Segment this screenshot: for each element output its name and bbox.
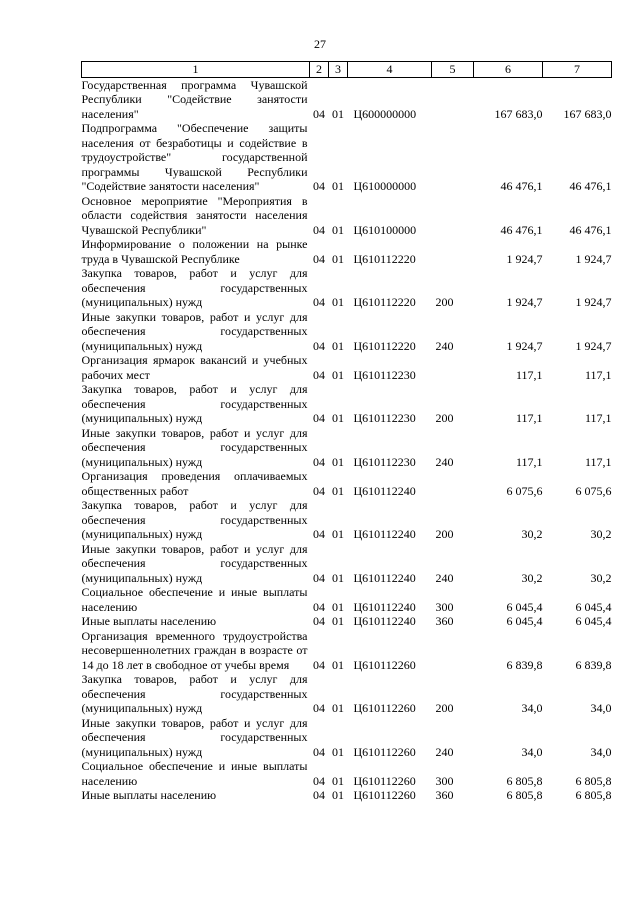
row-amount-1: 46 476,1 xyxy=(500,222,543,237)
row-subsection: 01 xyxy=(332,614,344,628)
row-amount-1: 6 045,4 xyxy=(506,614,543,628)
row-amount-2: 117,1 xyxy=(584,367,612,382)
row-target-article: Ц610112230 xyxy=(353,367,416,382)
row-subsection: 01 xyxy=(332,788,344,802)
row-amount-1: 34,0 xyxy=(521,744,543,759)
row-subsection: 01 xyxy=(332,483,344,498)
row-subsection: 01 xyxy=(332,570,344,585)
row-amount-2: 34,0 xyxy=(590,701,612,715)
row-name: Государственная программа Чувашской Республики "Содействие занятости населения" xyxy=(81,77,308,121)
row-amount-1: 1 924,7 xyxy=(506,251,543,266)
table-row xyxy=(82,237,612,266)
row-section: 04 xyxy=(313,570,325,585)
table-row xyxy=(82,469,612,498)
row-target-article: Ц610112230 xyxy=(353,411,416,425)
row-amount-1: 6 805,8 xyxy=(506,788,543,802)
row-target-article: Ц600000000 xyxy=(353,106,417,121)
row-target-article: Ц610000000 xyxy=(353,179,417,193)
row-amount-1: 1 924,7 xyxy=(506,338,543,353)
row-amount-1: 6 045,4 xyxy=(506,599,543,614)
row-subsection: 01 xyxy=(332,222,344,237)
col-header-6: 6 xyxy=(474,62,543,78)
row-amount-1: 6 839,8 xyxy=(506,657,543,672)
row-amount-2: 6 045,4 xyxy=(575,614,612,628)
table-row xyxy=(82,310,612,354)
row-expense-type: 360 xyxy=(435,614,454,628)
row-name: Закупка товаров, работ и услуг для обеспечения государственных (муниципальных) нужд xyxy=(81,498,308,541)
table-row xyxy=(82,266,612,310)
row-section: 04 xyxy=(313,454,325,469)
row-amount-1: 117,1 xyxy=(515,411,543,425)
row-name: Иные выплаты населению xyxy=(81,788,217,802)
row-subsection: 01 xyxy=(332,179,344,193)
row-subsection: 01 xyxy=(332,599,344,614)
row-amount-1: 6 075,6 xyxy=(506,483,543,498)
row-subsection: 01 xyxy=(332,744,344,759)
table-row xyxy=(82,716,612,760)
row-amount-2: 1 924,7 xyxy=(575,295,612,309)
row-expense-type: 200 xyxy=(435,527,454,541)
row-name: Иные закупки товаров, работ и услуг для обеспечения государственных (муниципальных) нужд xyxy=(81,541,308,585)
row-section: 04 xyxy=(313,106,325,121)
row-amount-1: 30,2 xyxy=(521,527,543,541)
row-amount-2: 6 045,4 xyxy=(575,599,612,614)
row-amount-2: 30,2 xyxy=(590,570,612,585)
row-amount-2: 34,0 xyxy=(590,744,612,759)
row-target-article: Ц610112230 xyxy=(353,454,416,469)
row-amount-2: 167 683,0 xyxy=(563,106,612,121)
row-expense-type: 200 xyxy=(435,411,454,425)
row-target-article: Ц610112240 xyxy=(353,527,416,541)
row-expense-type: 300 xyxy=(435,773,454,788)
row-name: Социальное обеспечение и иные выплаты населению xyxy=(81,759,308,788)
row-expense-type xyxy=(432,194,474,238)
row-expense-type: 200 xyxy=(435,701,454,715)
row-expense-type: 240 xyxy=(435,570,454,585)
row-name: Организация временного трудоустройства несовершеннолетних граждан в возрасте от 14 до 18 лет в свободное от учебы время xyxy=(81,628,308,672)
row-section: 04 xyxy=(313,483,325,498)
row-name: Подпрограмма "Обеспечение защиты населения от безработицы и содействие в трудоустройстве" государственной программы Чувашской Республики "Содействие занятости населения" xyxy=(81,121,308,193)
row-section: 04 xyxy=(313,744,325,759)
row-amount-2: 46 476,1 xyxy=(569,222,612,237)
row-expense-type xyxy=(432,237,474,266)
row-subsection: 01 xyxy=(332,295,344,309)
col-header-1: 1 xyxy=(82,62,310,78)
table-row xyxy=(82,672,612,716)
row-section: 04 xyxy=(313,367,325,382)
row-subsection: 01 xyxy=(332,701,344,715)
row-name: Закупка товаров, работ и услуг для обеспечения государственных (муниципальных) нужд xyxy=(81,672,308,715)
row-section: 04 xyxy=(313,657,325,672)
row-section: 04 xyxy=(313,788,325,802)
row-subsection: 01 xyxy=(332,773,344,788)
row-amount-2: 6 805,8 xyxy=(575,788,612,802)
row-section: 04 xyxy=(313,527,325,541)
row-name: Организация проведения оплачиваемых общественных работ xyxy=(81,469,308,498)
row-name: Иные закупки товаров, работ и услуг для обеспечения государственных (муниципальных) нужд xyxy=(81,425,308,469)
row-target-article: Ц610112220 xyxy=(353,251,416,266)
row-amount-2: 117,1 xyxy=(584,454,612,469)
row-amount-2: 1 924,7 xyxy=(575,338,612,353)
row-amount-2: 6 805,8 xyxy=(575,773,612,788)
row-expense-type: 200 xyxy=(435,295,454,309)
row-amount-1: 30,2 xyxy=(521,570,543,585)
row-expense-type: 360 xyxy=(435,788,454,802)
row-name: Закупка товаров, работ и услуг для обеспечения государственных (муниципальных) нужд xyxy=(81,382,308,425)
row-target-article: Ц610112260 xyxy=(353,773,416,788)
col-header-2: 2 xyxy=(310,62,329,78)
table-row xyxy=(82,788,612,803)
row-section: 04 xyxy=(313,614,325,628)
row-target-article: Ц610112260 xyxy=(353,744,416,759)
row-name: Организация ярмарок вакансий и учебных рабочих мест xyxy=(81,353,308,382)
row-amount-2: 6 075,6 xyxy=(575,483,612,498)
row-section: 04 xyxy=(313,179,325,193)
row-section: 04 xyxy=(313,338,325,353)
row-section: 04 xyxy=(313,295,325,309)
row-name: Информирование о положении на рынке труда в Чувашской Республике xyxy=(81,237,308,266)
row-amount-2: 1 924,7 xyxy=(575,251,612,266)
row-name: Социальное обеспечение и иные выплаты населению xyxy=(81,585,308,614)
row-amount-1: 117,1 xyxy=(515,367,543,382)
row-amount-1: 1 924,7 xyxy=(506,295,543,309)
table-row xyxy=(82,585,612,614)
row-name: Иные закупки товаров, работ и услуг для обеспечения государственных (муниципальных) нужд xyxy=(81,715,308,759)
row-section: 04 xyxy=(313,599,325,614)
row-section: 04 xyxy=(313,222,325,237)
row-target-article: Ц610112240 xyxy=(353,483,416,498)
row-subsection: 01 xyxy=(332,657,344,672)
row-amount-2: 117,1 xyxy=(584,411,612,425)
table-row xyxy=(82,629,612,673)
row-expense-type xyxy=(432,469,474,498)
col-header-7: 7 xyxy=(543,62,612,78)
row-expense-type xyxy=(432,629,474,673)
row-amount-2: 6 839,8 xyxy=(575,657,612,672)
page-number: 27 xyxy=(314,37,326,51)
row-target-article: Ц610112240 xyxy=(353,614,416,628)
table-row xyxy=(82,542,612,586)
row-amount-1: 117,1 xyxy=(515,454,543,469)
row-subsection: 01 xyxy=(332,454,344,469)
row-target-article: Ц610112260 xyxy=(353,657,416,672)
row-name: Закупка товаров, работ и услуг для обеспечения государственных (муниципальных) нужд xyxy=(81,266,308,309)
row-section: 04 xyxy=(313,411,325,425)
table-row xyxy=(82,426,612,470)
row-target-article: Ц610112260 xyxy=(353,788,416,802)
row-expense-type: 240 xyxy=(435,454,454,469)
row-target-article: Ц610112220 xyxy=(353,295,416,309)
row-expense-type xyxy=(432,353,474,382)
row-name: Иные выплаты населению xyxy=(81,614,217,628)
table-row xyxy=(82,498,612,542)
row-section: 04 xyxy=(313,251,325,266)
row-subsection: 01 xyxy=(332,338,344,353)
row-name: Основное мероприятие "Мероприятия в области содействия занятости населения Чувашской Республики" xyxy=(81,193,308,237)
row-amount-2: 30,2 xyxy=(590,527,612,541)
table-row xyxy=(82,382,612,426)
row-subsection: 01 xyxy=(332,106,344,121)
row-expense-type: 240 xyxy=(435,744,454,759)
row-section: 04 xyxy=(313,773,325,788)
row-target-article: Ц610100000 xyxy=(353,222,417,237)
col-header-5: 5 xyxy=(432,62,474,78)
header-row xyxy=(82,62,612,78)
row-target-article: Ц610112220 xyxy=(353,338,416,353)
row-expense-type: 240 xyxy=(435,338,454,353)
col-header-4: 4 xyxy=(348,62,432,78)
row-expense-type xyxy=(432,121,474,194)
row-subsection: 01 xyxy=(332,251,344,266)
row-target-article: Ц610112240 xyxy=(353,570,416,585)
row-amount-2: 46 476,1 xyxy=(569,179,612,193)
table-row xyxy=(82,121,612,194)
row-target-article: Ц610112260 xyxy=(353,701,416,715)
row-expense-type: 300 xyxy=(435,599,454,614)
row-section: 04 xyxy=(313,701,325,715)
row-amount-1: 6 805,8 xyxy=(506,773,543,788)
table-row xyxy=(82,77,612,121)
budget-table xyxy=(81,61,612,803)
table-row xyxy=(82,194,612,238)
table-body xyxy=(82,77,612,803)
col-header-3: 3 xyxy=(329,62,348,78)
row-amount-1: 34,0 xyxy=(521,701,543,715)
table-header xyxy=(82,62,612,78)
row-expense-type xyxy=(432,77,474,121)
row-amount-1: 167 683,0 xyxy=(494,106,543,121)
row-subsection: 01 xyxy=(332,367,344,382)
table-row xyxy=(82,353,612,382)
row-subsection: 01 xyxy=(332,527,344,541)
table-row xyxy=(82,759,612,788)
row-subsection: 01 xyxy=(332,411,344,425)
table-row xyxy=(82,614,612,629)
row-target-article: Ц610112240 xyxy=(353,599,416,614)
row-name: Иные закупки товаров, работ и услуг для обеспечения государственных (муниципальных) нужд xyxy=(81,309,308,353)
row-amount-1: 46 476,1 xyxy=(500,179,543,193)
